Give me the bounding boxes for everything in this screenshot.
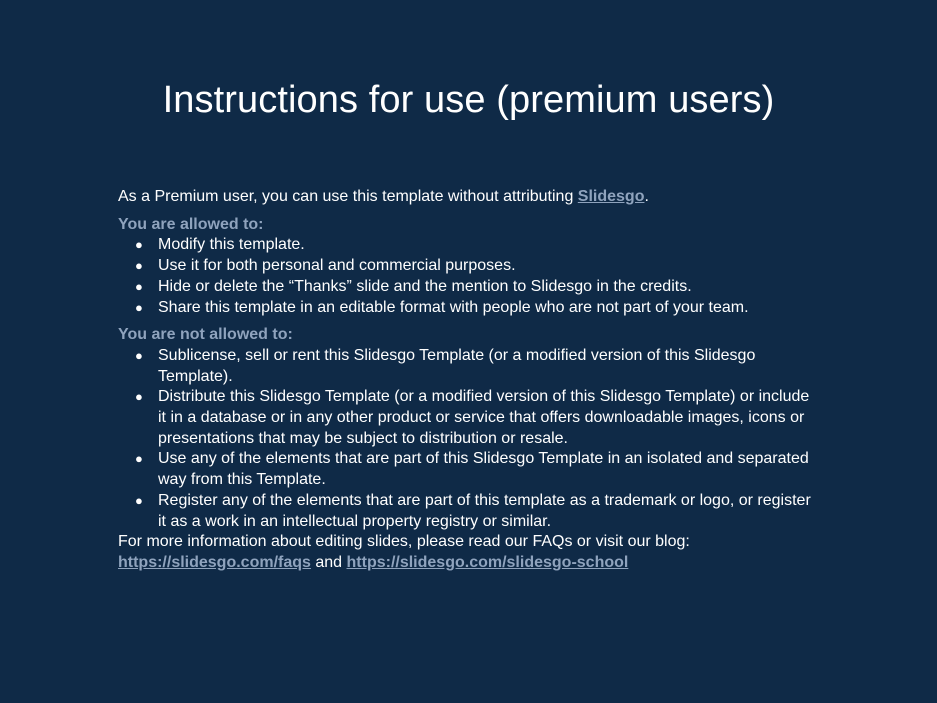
footer-conjunction: and <box>310 553 347 571</box>
slidesgo-link[interactable]: Slidesgo <box>577 188 645 205</box>
bullet-icon: ● <box>135 237 143 253</box>
footer-links <box>118 553 818 574</box>
list-item-text: Sublicense, sell or rent this Slidesgo Template (or a modified version of this Slidesgo Template). <box>158 346 756 385</box>
list-item <box>118 346 818 387</box>
list-item-text: Use it for both personal and commercial purposes. <box>158 257 516 275</box>
intro-text-before: As a Premium user, you can use this template without attributing <box>118 188 578 205</box>
faqs-link[interactable]: https://slidesgo.com/faqs <box>118 553 311 571</box>
list-item-text: Distribute this Slidesgo Template (or a modified version of this Slidesgo Template) or include it in a database or in any other product or service that offers downloadable images, icons or presentations that may be subject to distribution or resale. <box>158 388 810 447</box>
instructions-body <box>118 187 818 574</box>
not-allowed-list <box>118 346 818 532</box>
list-item <box>118 235 818 256</box>
list-item <box>118 387 818 449</box>
intro-paragraph <box>118 187 818 208</box>
list-item <box>118 298 818 319</box>
bullet-icon: ● <box>135 389 143 405</box>
bullet-icon: ● <box>135 492 143 508</box>
list-item <box>118 449 818 490</box>
list-item <box>118 491 818 532</box>
bullet-icon: ● <box>135 258 143 274</box>
not-allowed-heading: You are not allowed to: <box>118 326 293 344</box>
bullet-icon: ● <box>135 299 143 315</box>
slidesgo-school-link[interactable]: https://slidesgo.com/slidesgo-school <box>346 553 629 571</box>
list-item <box>118 256 818 277</box>
bullet-icon: ● <box>135 347 143 363</box>
list-item-text: Modify this template. <box>158 236 305 254</box>
intro-text-after: . <box>644 188 649 205</box>
allowed-list <box>118 235 818 318</box>
allowed-heading: You are allowed to: <box>118 215 264 233</box>
list-item-text: Hide or delete the “Thanks” slide and the mention to Slidesgo in the credits. <box>158 277 692 295</box>
list-item-text: Use any of the elements that are part of this Slidesgo Template in an isolated and separated way from this Template. <box>158 450 809 489</box>
footer-paragraph: For more information about editing slides, please read our FAQs or visit our blog: <box>118 533 690 551</box>
list-item-text: Share this template in an editable format with people who are not part of your team. <box>158 298 749 316</box>
list-item-text: Register any of the elements that are part of this template as a trademark or logo, or register it as a work in an intellectual property registry or similar. <box>158 491 811 530</box>
slide-title: Instructions for use (premium users) <box>162 79 775 121</box>
bullet-icon: ● <box>135 278 143 294</box>
list-item <box>118 277 818 298</box>
bullet-icon: ● <box>135 451 143 467</box>
